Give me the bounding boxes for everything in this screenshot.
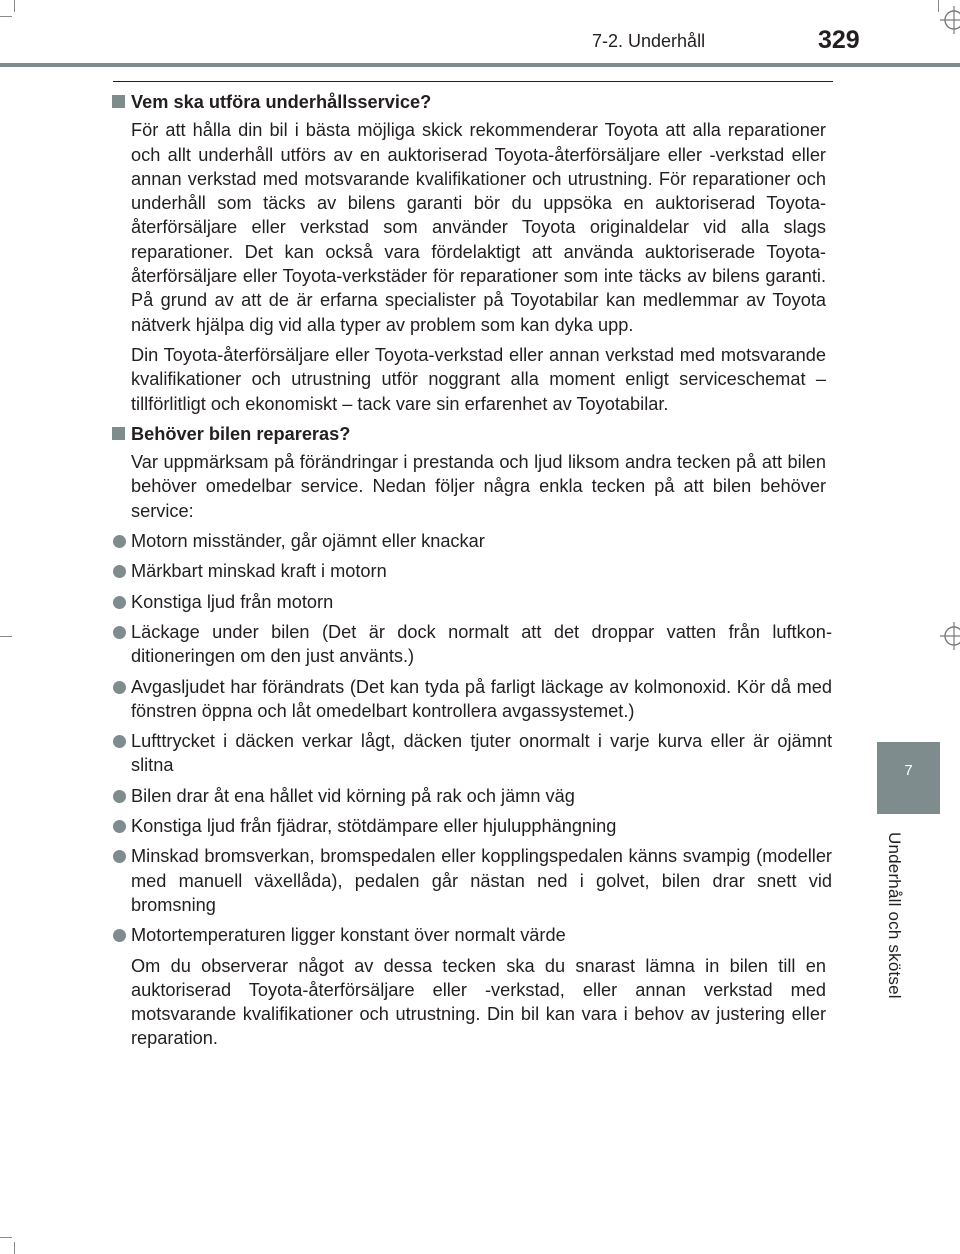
section-title: 7-2. Underhåll — [592, 31, 706, 51]
crop-mark-top-left — [14, 0, 15, 12]
header-rule — [0, 63, 960, 67]
circle-bullet-icon — [113, 535, 126, 548]
list-item — [112, 729, 832, 778]
circle-bullet-icon — [113, 929, 126, 942]
list-item — [112, 529, 832, 553]
heading-text: Vem ska utföra underhållsservice? — [131, 92, 432, 112]
list-item — [112, 784, 832, 808]
list-item-text: Lufttrycket i däcken verkar lågt, däcken tjuter onormalt i varje kurva eller är ojämnt slitna — [131, 731, 832, 776]
circle-bullet-icon — [113, 850, 126, 863]
list-item-text: Konstiga ljud från motorn — [131, 591, 334, 612]
section-heading-1 — [112, 90, 832, 114]
crop-mark-left-top — [0, 16, 12, 17]
square-bullet-icon — [112, 427, 125, 440]
crop-mark-left-bottom — [0, 1237, 12, 1238]
crop-mark-left-mid — [0, 636, 12, 637]
registration-mark-top-icon — [940, 6, 960, 34]
list-item-text: Läckage under bilen (Det är dock normalt att det droppar vatten från luftkonditioneringen om den just använts.) — [131, 621, 832, 667]
list-item-text: Märkbart minskad kraft i motorn — [131, 561, 387, 582]
square-bullet-icon — [112, 95, 125, 108]
symptom-list — [112, 529, 832, 947]
circle-bullet-icon — [113, 790, 126, 803]
list-item — [112, 620, 832, 669]
crop-mark-top-right — [938, 0, 939, 12]
chapter-number: 7 — [904, 762, 913, 779]
crop-mark-bottom-left — [14, 1242, 15, 1254]
list-item-text: Motorn misständer, går ojämnt eller knackar — [131, 531, 485, 552]
chapter-tab — [877, 742, 940, 814]
section-heading-2 — [112, 422, 832, 446]
registration-mark-middle-icon — [940, 622, 960, 650]
list-item — [112, 675, 832, 724]
list-item-text: Avgasljudet har förändrats (Det kan tyda på farligt läckage av kolmonoxid. Kör då med fönstren öppna och låt omedelbart kontrollera avgassystemet.) — [131, 676, 832, 721]
paragraph: Om du observerar något av dessa tecken ska du snarast lämna in bilen till en auktoriserad Toyota-återförsäljare eller -verkstad, eller annan verkstad med motsvarande kvalifikationer och utrustning. Din bil kan vara i behov av justering eller reparation. — [131, 955, 826, 1049]
list-item — [112, 590, 832, 614]
content-rule — [113, 81, 833, 82]
circle-bullet-icon — [113, 820, 126, 833]
circle-bullet-icon — [113, 735, 126, 748]
circle-bullet-icon — [113, 596, 126, 609]
list-item-text: Konstiga ljud från fjädrar, stötdämpare eller hjulupphängning — [131, 816, 617, 837]
heading-text: Behöver bilen repareras? — [131, 423, 351, 444]
list-item — [112, 814, 832, 838]
paragraph: Din Toyota-återförsäljare eller Toyota-verkstad eller annan verkstad med motsvarande kvalifikationer och utrustning utför noggrant alla moment enligt serviceschemat – tillförlitligt och ekonomiskt – tack vare sin erfarenhet av Toyotabilar. — [131, 344, 826, 414]
paragraph: För att hålla din bil i bästa möjliga skick rekommenderar Toyota att alla reparationer och allt underhåll utförs av en auktoriserad Toyota-återförsäljare eller -verkstad eller annan verkstad med motsvarande kvalifikationer och utrustning. För reparationer och underhåll som täcks av bilens garanti bör du uppsöka en auktoriserad Toyota-återförsäljare eller verkstad som använder Toyota originaldelar vid alla slags reparationer. Det kan också vara fördelaktigt att använda auktoriserade Toyota-återförsäljare eller Toyota-verkstäder för reparationer som inte täcks av bilens garanti. På grund av att de är erfarna specialister på Toyotabilar kan medlemmar av Toyota nätverk hjälpa dig vid alla typer av problem som kan dyka upp. — [131, 120, 826, 335]
circle-bullet-icon — [113, 626, 126, 639]
page-content — [112, 90, 832, 1057]
list-item — [112, 844, 832, 917]
chapter-label: Underhåll och skötsel — [885, 832, 904, 999]
list-item-text: Motortemperaturen ligger konstant över normalt värde — [131, 925, 566, 946]
list-item-text: Minskad bromsverkan, bromspedalen eller kopplingspedalen känns svampig (modeller med manuell växellåda), pedalen går nästan ned i golvet, bilen drar snett vid bromsning — [131, 846, 832, 915]
circle-bullet-icon — [113, 681, 126, 694]
list-item-text: Bilen drar åt ena hållet vid körning på rak och jämn väg — [131, 785, 575, 806]
list-item — [112, 559, 832, 583]
paragraph: Var uppmärksam på förändringar i prestanda och ljud liksom andra tecken på att bilen behöver omedelbar service. Nedan följer några enkla tecken på att bilen behöver service: — [131, 452, 826, 521]
list-item — [112, 923, 832, 947]
page-number: 329 — [818, 26, 860, 54]
circle-bullet-icon — [113, 565, 126, 578]
